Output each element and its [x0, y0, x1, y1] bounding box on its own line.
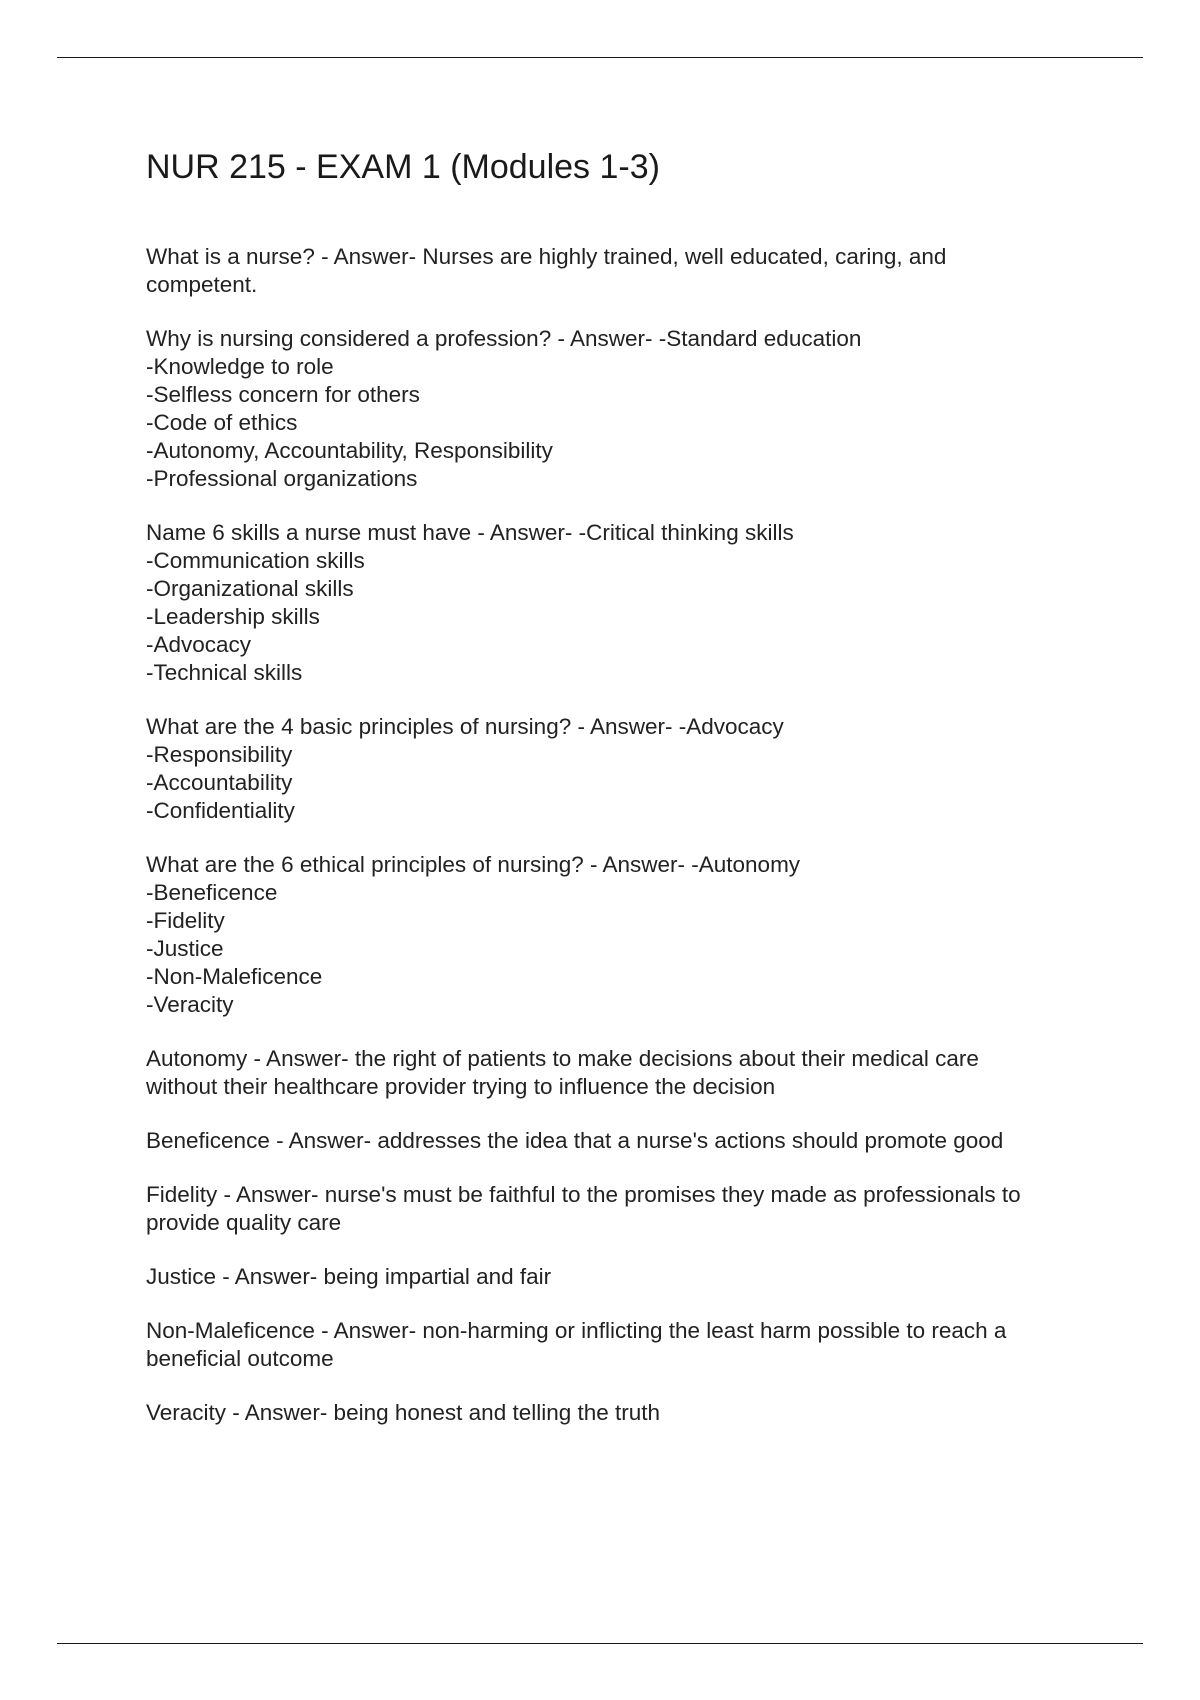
qa-question-line: Why is nursing considered a profession? - Answer- -Standard education	[146, 326, 862, 351]
qa-answer-line: -Communication skills	[146, 548, 365, 573]
qa-entry	[146, 713, 1096, 825]
qa-answer-line: -Leadership skills	[146, 604, 320, 629]
qa-question-line: Veracity - Answer- being honest and telling the truth	[146, 1400, 661, 1425]
qa-entry	[146, 1181, 1096, 1237]
qa-answer-line: -Selfless concern for others	[146, 382, 420, 407]
qa-answer-line: -Code of ethics	[146, 410, 298, 435]
qa-answer-line: -Justice	[146, 936, 224, 961]
footer-rule	[57, 1643, 1143, 1644]
qa-answer-line: -Fidelity	[146, 908, 225, 933]
qa-answer-line: -Knowledge to role	[146, 354, 334, 379]
qa-entry	[146, 1399, 1096, 1427]
qa-answer-line: provide quality care	[146, 1210, 342, 1235]
qa-question-line: What are the 6 ethical principles of nursing? - Answer- -Autonomy	[146, 852, 801, 877]
qa-question-line: Name 6 skills a nurse must have - Answer- -Critical thinking skills	[146, 520, 794, 545]
qa-entry	[146, 519, 1096, 687]
qa-answer-line: -Confidentiality	[146, 798, 295, 823]
qa-question-line: What is a nurse? - Answer- Nurses are highly trained, well educated, caring, and	[146, 244, 947, 269]
qa-list	[146, 243, 1096, 1453]
qa-answer-line: -Responsibility	[146, 742, 293, 767]
qa-answer-line: without their healthcare provider trying to influence the decision	[146, 1074, 776, 1099]
qa-entry	[146, 1317, 1096, 1373]
header-rule	[57, 57, 1143, 58]
qa-entry	[146, 851, 1096, 1019]
qa-entry	[146, 325, 1096, 493]
qa-answer-line: competent.	[146, 272, 258, 297]
qa-question-line: Justice - Answer- being impartial and fair	[146, 1264, 552, 1289]
qa-question-line: Beneficence - Answer- addresses the idea that a nurse's actions should promote good	[146, 1128, 1004, 1153]
qa-entry	[146, 243, 1096, 299]
qa-answer-line: -Advocacy	[146, 632, 252, 657]
qa-answer-line: -Accountability	[146, 770, 293, 795]
qa-answer-line: -Organizational skills	[146, 576, 354, 601]
qa-question-line: Fidelity - Answer- nurse's must be faithful to the promises they made as professionals to	[146, 1182, 1021, 1207]
qa-answer-line: -Technical skills	[146, 660, 303, 685]
qa-answer-line: -Autonomy, Accountability, Responsibility	[146, 438, 553, 463]
qa-entry	[146, 1263, 1096, 1291]
qa-question-line: Autonomy - Answer- the right of patients to make decisions about their medical care	[146, 1046, 979, 1071]
qa-answer-line: -Non-Maleficence	[146, 964, 323, 989]
qa-question-line: What are the 4 basic principles of nursing? - Answer- -Advocacy	[146, 714, 784, 739]
qa-entry	[146, 1045, 1096, 1101]
page-title: NUR 215 - EXAM 1 (Modules 1-3)	[146, 148, 660, 186]
qa-answer-line: -Veracity	[146, 992, 234, 1017]
qa-answer-line: -Beneficence	[146, 880, 278, 905]
qa-answer-line: -Professional organizations	[146, 466, 418, 491]
qa-answer-line: beneficial outcome	[146, 1346, 334, 1371]
qa-question-line: Non-Maleficence - Answer- non-harming or inflicting the least harm possible to reach a	[146, 1318, 1007, 1343]
qa-entry	[146, 1127, 1096, 1155]
